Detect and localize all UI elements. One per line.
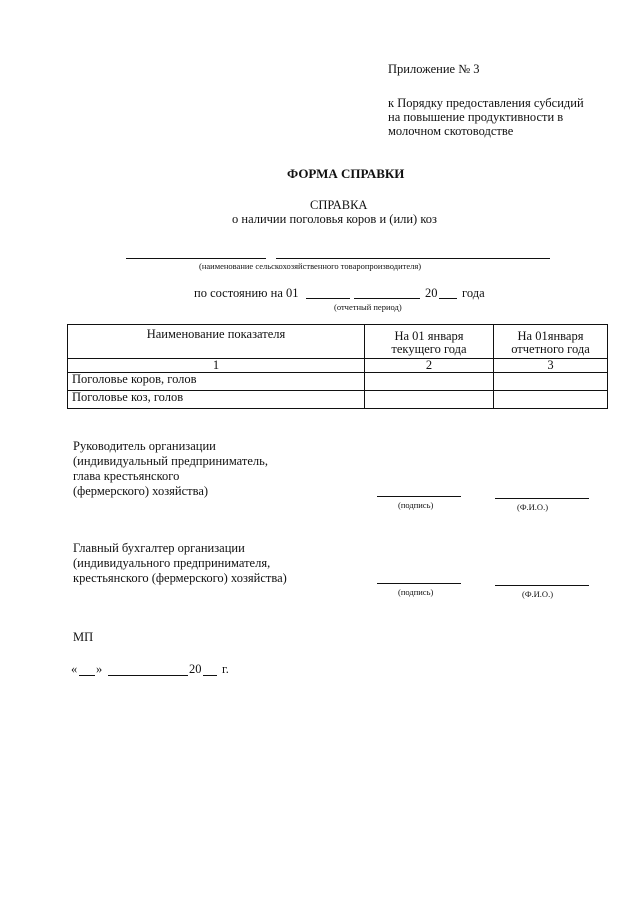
row-goats-current [365, 391, 494, 409]
as-of-day-line [306, 298, 350, 299]
head-signature-line [377, 496, 461, 497]
accountant-signature-caption: (подпись) [398, 587, 434, 597]
as-of-month-line [354, 298, 420, 299]
table-row [68, 391, 608, 409]
appendix-label: Приложение № 3 [388, 62, 480, 76]
document-subtitle: о наличии поголовья коров и (или) коз [232, 212, 437, 226]
table-header-row [68, 325, 608, 359]
column-number-3: 3 [494, 359, 608, 373]
table-row [68, 373, 608, 391]
head-role-line-3: глава крестьянского [73, 469, 180, 483]
producer-name-line-left [126, 258, 266, 259]
date-suffix: г. [222, 662, 229, 676]
head-role-line-1: Руководитель организации [73, 439, 216, 453]
header-reporting-year: На 01января отчетного года [494, 325, 608, 359]
appendix-ref-line-2: на повышение продуктивности в [388, 110, 564, 124]
head-role-line-2: (индивидуальный предприниматель, [73, 454, 268, 468]
accountant-role-line-1: Главный бухгалтер организации [73, 541, 245, 555]
head-role-line-4: (фермерского) хозяйства) [73, 484, 209, 498]
head-name-caption: (Ф.И.О.) [517, 502, 549, 512]
accountant-name-caption: (Ф.И.О.) [522, 589, 554, 599]
header-indicator-name: Наименование показателя [68, 325, 365, 359]
date-open-quote: « [71, 662, 78, 676]
document-title: СПРАВКА [310, 198, 368, 212]
stamp-placeholder: МП [73, 630, 94, 644]
producer-name-caption: (наименование сельскохозяйственного товаропроизводителя) [199, 261, 422, 271]
date-close-quote: » [96, 662, 103, 676]
column-number-1: 1 [68, 359, 365, 373]
as-of-year-line [439, 298, 457, 299]
row-goats-reporting [494, 391, 608, 409]
appendix-ref-line-3: молочном скотоводстве [388, 124, 514, 138]
form-title: ФОРМА СПРАВКИ [287, 166, 405, 181]
date-year-line [203, 675, 217, 676]
row-label-goats: Поголовье коз, голов [68, 391, 365, 409]
table-number-row [68, 359, 608, 373]
date-year-prefix: 20 [189, 662, 202, 676]
column-number-2: 2 [365, 359, 494, 373]
head-signature-caption: (подпись) [398, 500, 434, 510]
indicator-table [67, 324, 608, 409]
accountant-role-line-3: крестьянского (фермерского) хозяйства) [73, 571, 287, 585]
as-of-suffix: года [462, 286, 485, 300]
row-label-cows: Поголовье коров, голов [68, 373, 365, 391]
as-of-prefix: по состоянию на 01 [194, 286, 299, 300]
date-month-line [108, 675, 188, 676]
as-of-caption: (отчетный период) [334, 302, 402, 312]
row-cows-reporting [494, 373, 608, 391]
accountant-signature-line [377, 583, 461, 584]
accountant-name-line [495, 585, 589, 586]
appendix-ref-line-1: к Порядку предоставления субсидий [388, 96, 584, 110]
accountant-role-line-2: (индивидуального предпринимателя, [73, 556, 271, 570]
date-day-line [79, 675, 95, 676]
row-cows-current [365, 373, 494, 391]
head-name-line [495, 498, 589, 499]
producer-name-line-right [276, 258, 550, 259]
header-current-year: На 01 января текущего года [365, 325, 494, 359]
as-of-year-prefix: 20 [425, 286, 438, 300]
